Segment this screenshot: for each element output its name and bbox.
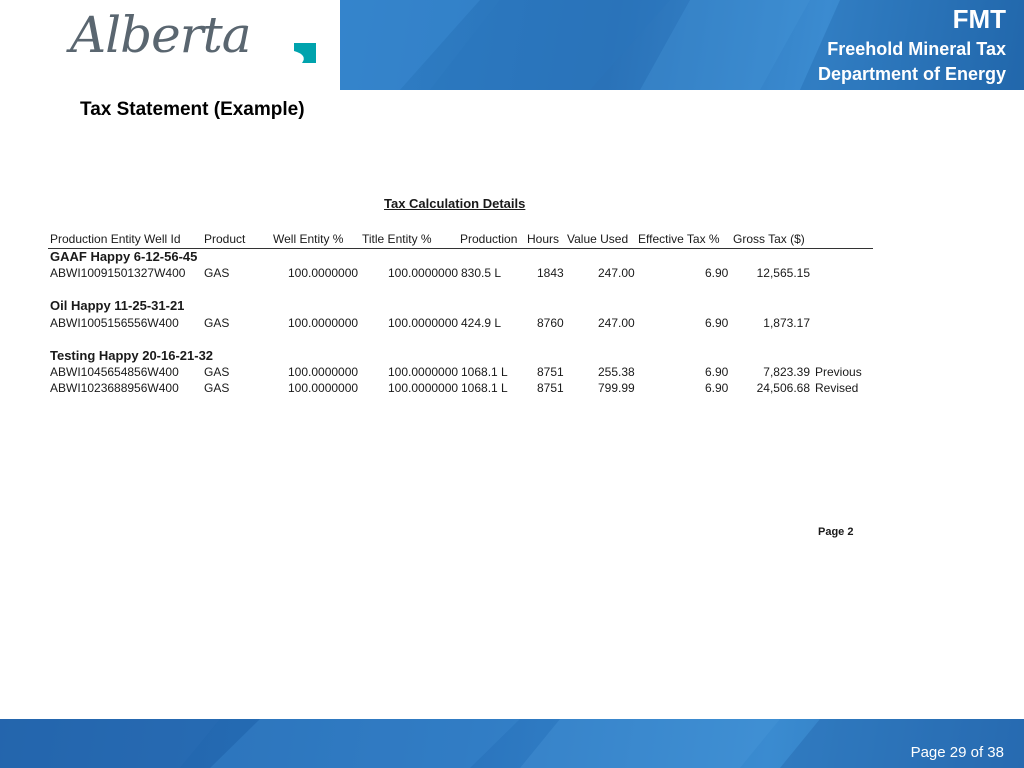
cell-value-used: 799.99: [598, 381, 635, 395]
page-number: Page 29 of 38: [910, 744, 1004, 761]
cell-well-id: ABWI1023688956W400: [50, 381, 179, 395]
col-header-production: Production: [460, 232, 518, 246]
cell-note: Revised: [815, 381, 859, 395]
cell-gross-tax: 12,565.15: [756, 266, 810, 280]
tax-statement: [48, 190, 888, 550]
cell-production: 1068.1 L: [461, 365, 508, 379]
col-header-hours: Hours: [527, 232, 560, 246]
cell-product: GAS: [204, 266, 230, 280]
banner-subtitle-2: Department of Energy: [817, 64, 1006, 84]
cell-note: Previous: [815, 365, 862, 379]
table-row: [48, 381, 888, 397]
alberta-logo: [18, 0, 340, 90]
footer-bar: [0, 719, 1024, 768]
cell-production: 1068.1 L: [461, 381, 508, 395]
cell-product: GAS: [204, 316, 230, 330]
cell-value-used: 255.38: [598, 365, 635, 379]
col-header-well-entity: Well Entity %: [273, 232, 344, 246]
cell-well-id: ABWI1045654856W400: [50, 365, 179, 379]
cell-title-entity: 100.0000000: [388, 381, 459, 395]
cell-production: 830.5 L: [461, 266, 502, 280]
cell-gross-tax: 24,506.68: [756, 381, 810, 395]
statement-page-label: Page 2: [818, 526, 854, 538]
column-header-row: [48, 232, 873, 249]
table-row: [48, 266, 888, 282]
group-title: Testing Happy 20-16-21-32: [50, 348, 214, 363]
col-header-effective-tax: Effective Tax %: [638, 232, 720, 246]
cell-well-entity: 100.0000000: [288, 316, 359, 330]
banner-subtitle-1: Freehold Mineral Tax: [827, 39, 1006, 59]
cell-value-used: 247.00: [598, 266, 635, 280]
col-header-product: Product: [204, 232, 246, 246]
cell-product: GAS: [204, 381, 230, 395]
cell-hours: 1843: [537, 266, 564, 280]
cell-title-entity: 100.0000000: [388, 316, 459, 330]
statement-heading: Tax Calculation Details: [384, 196, 526, 211]
group-title: Oil Happy 11-25-31-21: [50, 298, 185, 313]
cell-value-used: 247.00: [598, 316, 635, 330]
slide-title: Tax Statement (Example): [80, 99, 305, 120]
table-row: [48, 365, 888, 381]
cell-hours: 8760: [537, 316, 564, 330]
col-header-gross-tax: Gross Tax ($): [733, 232, 805, 246]
cell-production: 424.9 L: [461, 316, 502, 330]
cell-well-entity: 100.0000000: [288, 365, 359, 379]
logo-teal-mark-icon: [294, 43, 316, 63]
logo-wordmark: Alberta: [70, 6, 251, 64]
footer-decoration: [0, 719, 1024, 768]
col-header-title-entity: Title Entity %: [362, 232, 432, 246]
cell-well-entity: 100.0000000: [288, 381, 359, 395]
cell-effective-tax: 6.90: [705, 365, 729, 379]
cell-hours: 8751: [537, 365, 564, 379]
table-row: [48, 316, 888, 332]
cell-effective-tax: 6.90: [705, 266, 729, 280]
cell-effective-tax: 6.90: [705, 381, 729, 395]
cell-product: GAS: [204, 365, 230, 379]
group-title: GAAF Happy 6-12-56-45: [50, 249, 198, 264]
cell-hours: 8751: [537, 381, 564, 395]
cell-gross-tax: 7,823.39: [763, 365, 810, 379]
fmt-label: FMT: [952, 4, 1006, 34]
cell-gross-tax: 1,873.17: [763, 316, 810, 330]
col-header-value-used: Value Used: [567, 232, 629, 246]
cell-effective-tax: 6.90: [705, 316, 729, 330]
header-banner: [340, 0, 1024, 90]
cell-title-entity: 100.0000000: [388, 365, 459, 379]
col-header-well-id: Production Entity Well Id: [50, 232, 181, 246]
cell-well-entity: 100.0000000: [288, 266, 359, 280]
cell-title-entity: 100.0000000: [388, 266, 459, 280]
cell-well-id: ABWI1005156556W400: [50, 316, 179, 330]
cell-well-id: ABWI10091501327W400: [50, 266, 186, 280]
header: [0, 0, 1024, 90]
